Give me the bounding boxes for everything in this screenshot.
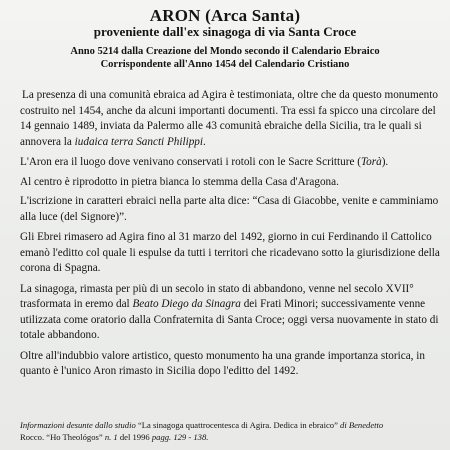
paragraph-line: corona di Spagna. — [20, 262, 101, 274]
date-line-hebrew: Anno 5214 dalla Creazione del Mondo secondo il Calendario Ebraico — [70, 46, 380, 57]
paragraph-line: utilizzata come oratorio dalla Confraternita di Santa Croce; oggi versa nuovamente in stato di — [20, 313, 439, 326]
page-subtitle: proveniente dall'ex sinagoga di via Santa Croce — [93, 24, 357, 39]
paragraph-line: La sinagoga, rimasta per più di un secolo in stato di abbandono, venne nel secolo XVII° — [20, 282, 414, 295]
paragraph-line — [20, 297, 440, 313]
paragraph-line: quanto è l'unico Aron rimasto in Sicilia dopo l'editto del 1492. — [20, 365, 299, 377]
paragraph-line: costruito nel 1454, anche da alcuni importanti documenti. Tra essi fa spicco una circolare del — [20, 104, 436, 117]
text-run: pagg. 129 - 138. — [151, 431, 209, 442]
date-line-christian: Corrispondente all'Anno 1454 del Calendario Cristiano — [100, 58, 350, 70]
paragraph-synagogue — [20, 282, 440, 344]
paragraph-line: L'iscrizione in caratteri ebraici nella parte alta dice: “Casa di Giacobbe, venite e camminiamo — [20, 195, 439, 207]
paragraph-importance — [20, 349, 440, 380]
page-title: ARON (Arca Santa) — [149, 6, 301, 25]
paragraph-line: emanò l'editto col quale li espulse da tutti i territori che ricadevano sotto la giurisdizione della — [20, 246, 440, 259]
text-run: dei Frati Minori; successivamente venne — [240, 298, 426, 310]
text-run: n. 1 — [104, 431, 120, 442]
paragraph-line: La presenza di una comunità ebraica ad Agira è testimoniata, oltre che da questo monumento — [22, 89, 438, 101]
source-line — [20, 420, 440, 432]
paragraph-expulsion — [20, 230, 440, 277]
paragraph-line: Oltre all'indubbio valore artistico, questo monumento ha una grande importanza storica, in — [20, 349, 425, 362]
text-run: Informazioni desunte dallo studio — [20, 420, 138, 430]
paragraph-line: alla luce (del Signore)”. — [20, 210, 127, 223]
paragraph-aron — [20, 155, 440, 171]
paragraph-line: 14 gennaio 1489, inviata da Palermo alle 43 comunità ebraiche della Sicilia, tra le quali si — [20, 120, 422, 132]
text-run: annovera la — [20, 135, 75, 148]
date-block — [0, 46, 450, 71]
paragraph-line: Al centro è riprodotto in pietra bianca lo stemma della Casa d'Aragona. — [20, 175, 339, 188]
italic-phrase: Torà — [360, 156, 382, 168]
body-text — [20, 88, 440, 385]
study-title: “La sinagoga quattrocentesca di Agira. Dedica in ebraico” — [137, 420, 338, 430]
paragraph-line: totale abbandono. — [20, 329, 100, 341]
source-note — [20, 420, 440, 443]
text-run: . — [203, 135, 206, 148]
paragraph-line: Gli Ebrei rimasero ad Agira fino al 31 marzo del 1492, giorno in cui Ferdinando il Cattolico — [20, 231, 432, 243]
text-run: del 1996 — [119, 431, 152, 442]
text-run: ). — [381, 156, 389, 168]
paragraph-community — [20, 88, 440, 150]
text-run: di Benedetto — [337, 420, 384, 430]
paragraph-coat-of-arms — [20, 175, 440, 191]
paragraph-line — [20, 155, 440, 171]
source-line — [20, 432, 440, 444]
italic-phrase: Beato Diego da Sinagra — [132, 298, 241, 310]
text-run: L'Aron era il luogo dove venivano conservati i rotoli con le Sacre Scritture ( — [20, 156, 361, 168]
text-run: trasformata in eremo dal — [20, 298, 133, 310]
paragraph-line — [20, 135, 440, 151]
paragraph-inscription — [20, 194, 440, 225]
italic-phrase: iudaica terra Sancti Philippi — [74, 135, 204, 148]
text-run: Rocco. “Ho Theológos” — [20, 431, 105, 442]
